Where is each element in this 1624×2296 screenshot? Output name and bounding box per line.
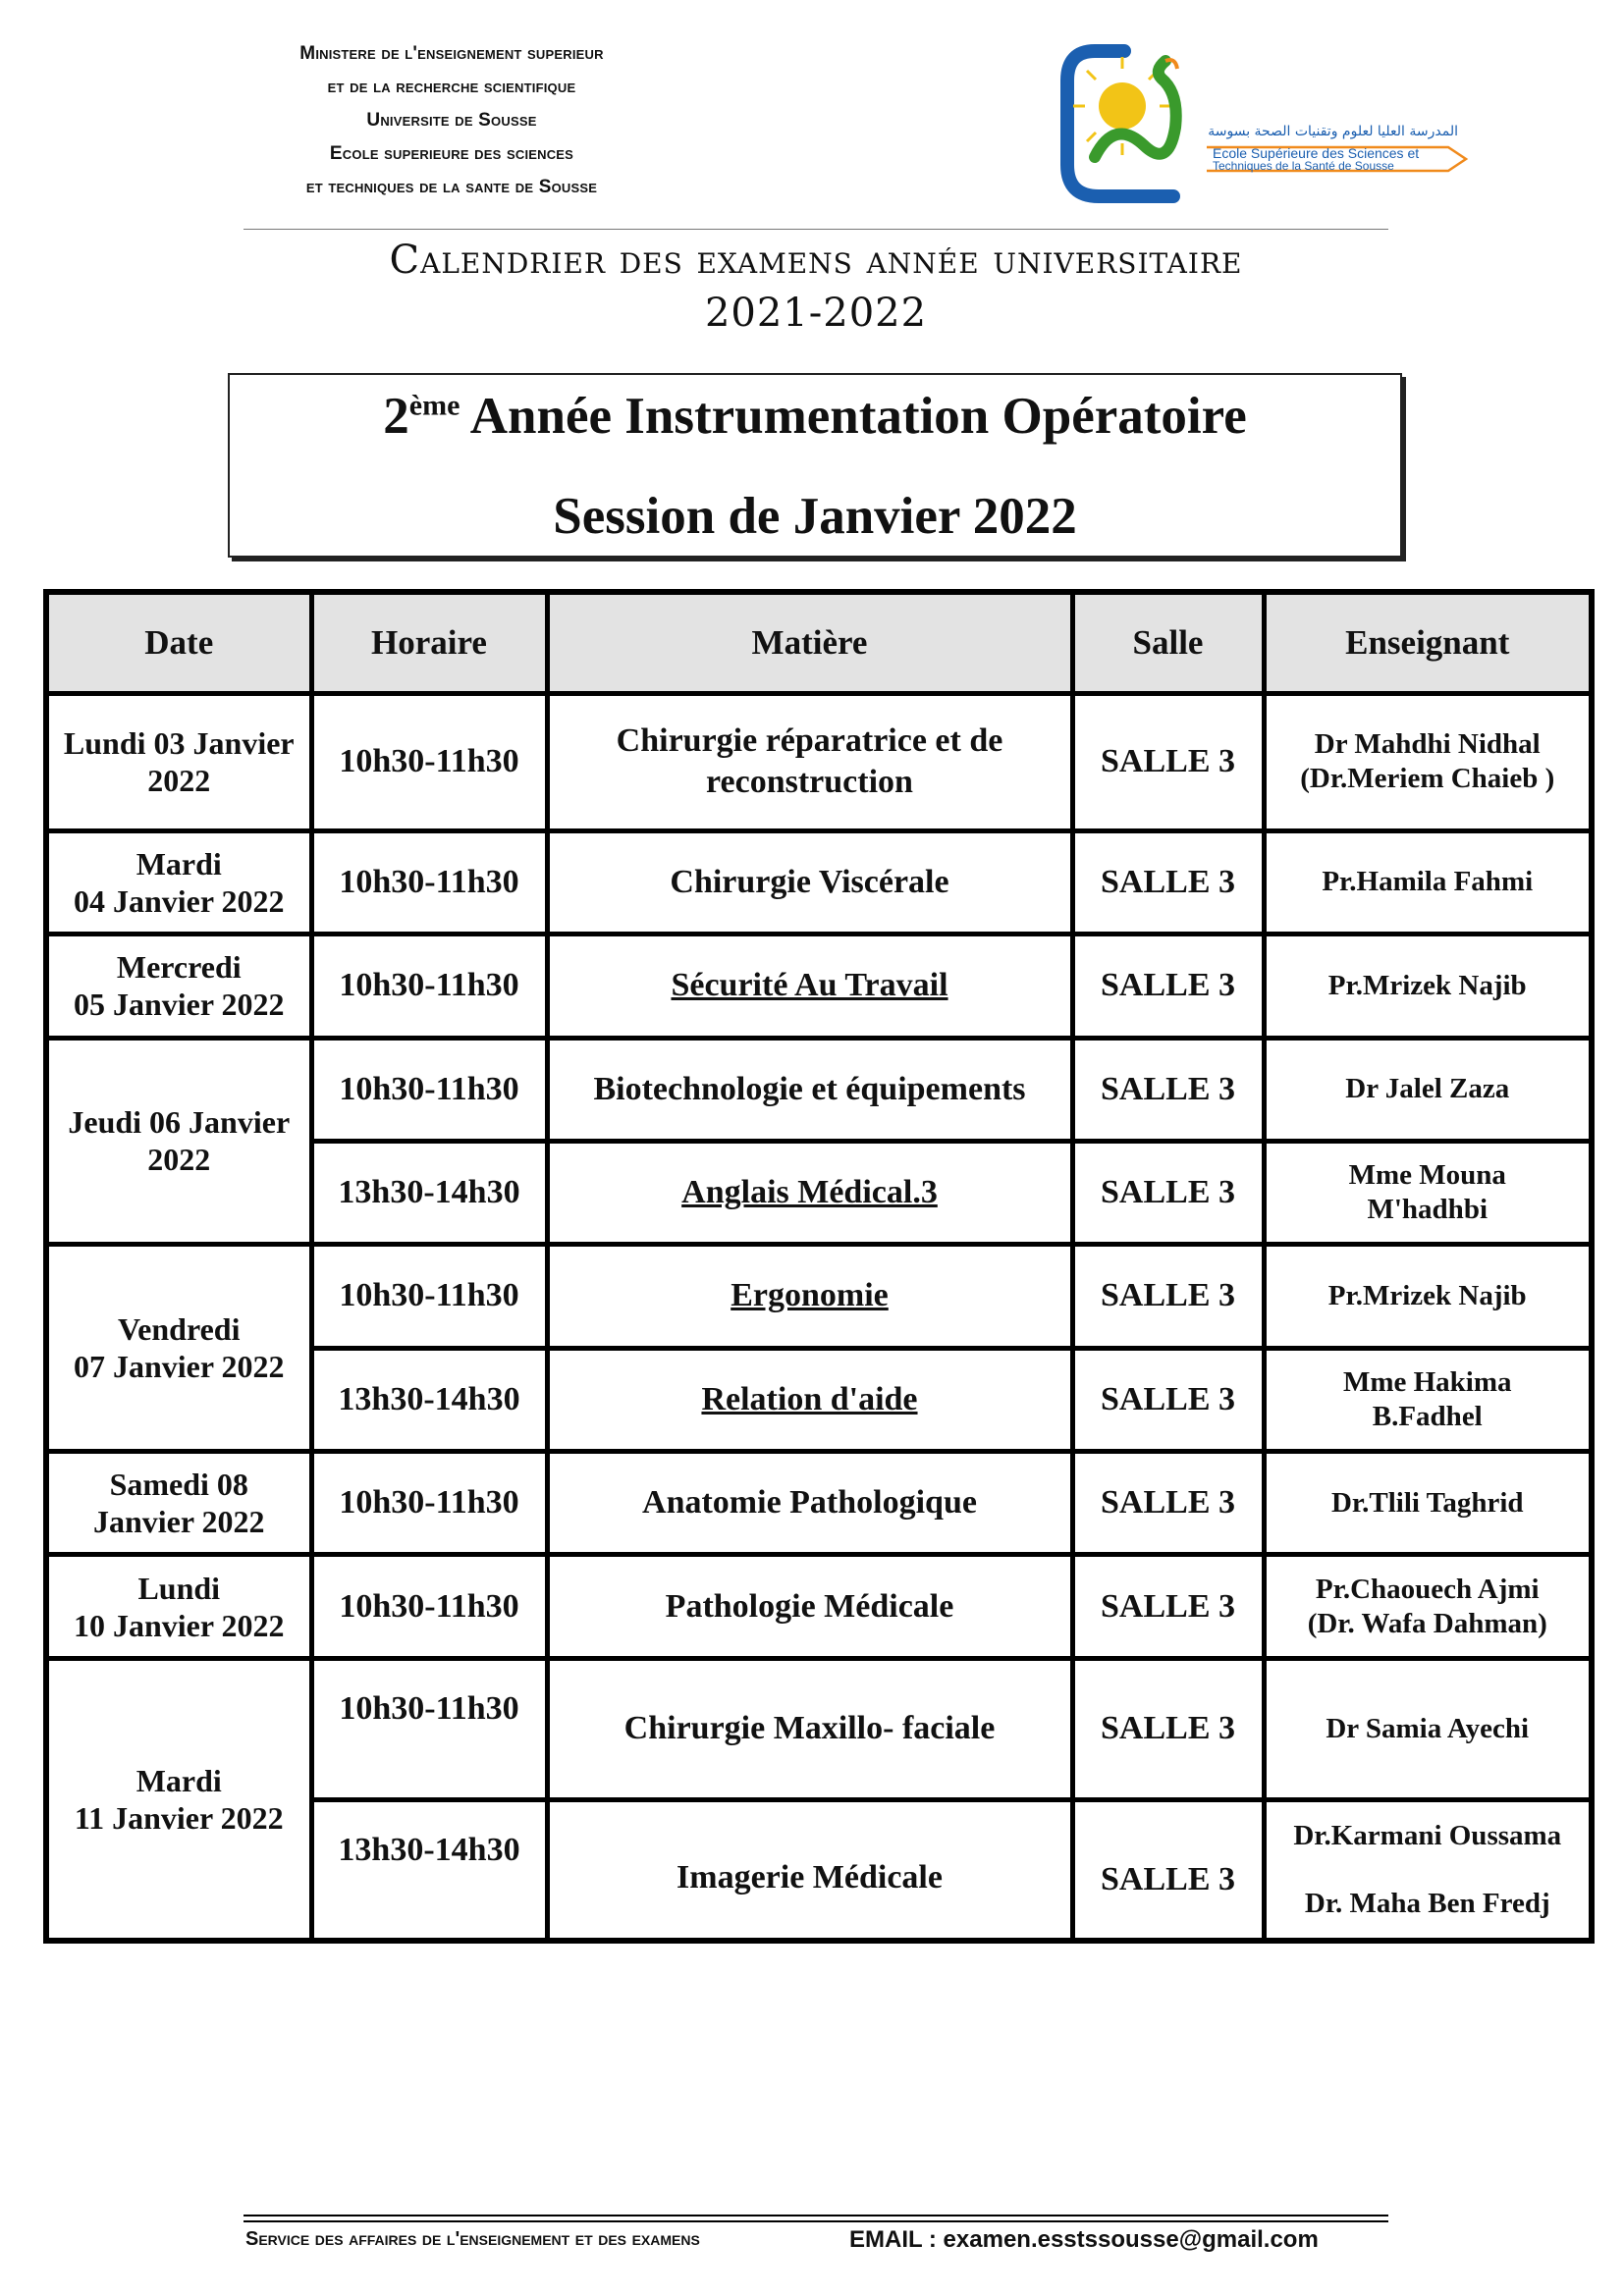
exam-time: 10h30-11h30 <box>311 694 547 831</box>
exam-time: 10h30-11h30 <box>311 1555 547 1658</box>
exam-day: 04 Janvier 2022 <box>73 882 285 919</box>
exam-room: SALLE 3 <box>1072 934 1264 1038</box>
footer-divider-second <box>244 2220 1388 2222</box>
level-suffix: ème <box>408 389 460 422</box>
exam-day: 07 Janvier 2022 <box>73 1349 285 1385</box>
exam-teacher <box>1264 694 1592 831</box>
exam-subject: Chirurgie Viscérale <box>547 830 1072 934</box>
ministry-line: et de la recherche scientifique <box>327 77 576 97</box>
teacher-name: Mme Mouna <box>1348 1159 1506 1192</box>
session-box <box>228 373 1402 558</box>
exam-teacher <box>1264 1555 1592 1658</box>
column-header-room: Salle <box>1072 592 1264 694</box>
teacher-name: (Dr. Wafa Dahman) <box>1307 1607 1547 1639</box>
exam-time: 10h30-11h30 <box>311 1038 547 1141</box>
column-header-time: Horaire <box>311 592 547 694</box>
exam-time: 10h30-11h30 <box>311 1658 547 1799</box>
exam-subject: Relation d'aide <box>547 1348 1072 1451</box>
table-row <box>46 1658 1592 1799</box>
exam-time: 13h30-14h30 <box>311 1141 547 1244</box>
program-name: Année Instrumentation Opératoire <box>460 388 1247 445</box>
footer-service: Service des affaires de l'enseignement et des examens <box>245 2228 700 2250</box>
ministry-line: Ecole superieure des sciences <box>329 143 574 164</box>
school-logo <box>1056 39 1478 211</box>
exam-subject: Imagerie Médicale <box>547 1799 1072 1941</box>
column-header-date: Date <box>46 592 311 694</box>
calendar-title-line1: Calendrier des examens année universitaire <box>389 238 1243 283</box>
teacher-spacer <box>1274 1853 1582 1887</box>
table-row <box>46 1451 1592 1554</box>
teacher-name: M'hadhbi <box>1367 1194 1488 1226</box>
exam-room: SALLE 3 <box>1072 830 1264 934</box>
logo-arabic-text: المدرسة العليا لعلوم وتقنيات الصحة بسوسة <box>1208 124 1458 139</box>
exam-room: SALLE 3 <box>1072 1141 1264 1244</box>
exam-teacher <box>1264 1141 1592 1244</box>
footer-divider <box>244 2215 1388 2216</box>
table-row <box>46 694 1592 831</box>
table-row <box>46 1555 1592 1658</box>
level-number: 2 <box>383 388 409 445</box>
exam-time: 13h30-14h30 <box>311 1348 547 1451</box>
exam-weekday: Mardi <box>135 845 222 881</box>
exam-teacher: Dr Samia Ayechi <box>1264 1658 1592 1799</box>
ministry-line: Universite de Sousse <box>366 110 537 131</box>
exam-room: SALLE 3 <box>1072 1038 1264 1141</box>
teacher-name: Pr.Chaouech Ajmi <box>1315 1573 1540 1605</box>
program-title <box>230 381 1400 452</box>
exam-date <box>46 934 311 1038</box>
exam-subject: Chirurgie Maxillo- faciale <box>547 1658 1072 1799</box>
exam-date <box>46 1245 311 1452</box>
exam-weekday: Mercredi <box>116 949 242 986</box>
exam-subject: Biotechnologie et équipements <box>547 1038 1072 1141</box>
exam-date: Jeudi 06 Janvier 2022 <box>46 1038 311 1245</box>
exam-teacher: Pr.Mrizek Najib <box>1264 1245 1592 1348</box>
column-header-subject: Matière <box>547 592 1072 694</box>
exam-subject: Chirurgie réparatrice et de reconstruction <box>547 694 1072 831</box>
logo-sun <box>1099 82 1146 130</box>
header-divider <box>244 229 1388 230</box>
ministry-header <box>236 37 668 204</box>
session-title: Session de Janvier 2022 <box>553 488 1077 545</box>
footer <box>245 2228 1424 2264</box>
exam-teacher: Pr.Mrizek Najib <box>1264 934 1592 1038</box>
footer-email[interactable]: EMAIL : examen.esstssousse@gmail.com <box>849 2226 1319 2253</box>
exam-room: SALLE 3 <box>1072 1348 1264 1451</box>
exam-teacher <box>1264 1799 1592 1941</box>
exam-teacher <box>1264 1348 1592 1451</box>
exam-teacher: Dr.Tlili Taghrid <box>1264 1451 1592 1554</box>
exam-teacher: Dr Jalel Zaza <box>1264 1038 1592 1141</box>
exam-subject: Sécurité Au Travail <box>547 934 1072 1038</box>
teacher-name: Mme Hakima <box>1342 1365 1512 1398</box>
table-row <box>46 1245 1592 1348</box>
teacher-name: Dr Mahdhi Nidhal <box>1314 728 1541 761</box>
exam-teacher: Pr.Hamila Fahmi <box>1264 830 1592 934</box>
exam-room: SALLE 3 <box>1072 1799 1264 1941</box>
exam-subject: Ergonomie <box>547 1245 1072 1348</box>
exam-room: SALLE 3 <box>1072 1555 1264 1658</box>
exam-room: SALLE 3 <box>1072 1658 1264 1799</box>
exam-date: Lundi 03 Janvier 2022 <box>46 694 311 831</box>
exam-day: 05 Janvier 2022 <box>73 987 285 1023</box>
exam-weekday: Mardi <box>135 1762 222 1798</box>
teacher-name: (Dr.Meriem Chaieb ) <box>1300 763 1555 795</box>
exam-room: SALLE 3 <box>1072 1451 1264 1554</box>
calendar-title <box>244 234 1388 340</box>
teacher-name: Dr. Maha Ben Fredj <box>1304 1887 1550 1919</box>
exam-subject: Anatomie Pathologique <box>547 1451 1072 1554</box>
exam-day: 11 Janvier 2022 <box>74 1799 284 1836</box>
exam-room: SALLE 3 <box>1072 1245 1264 1348</box>
exam-date: Samedi 08 Janvier 2022 <box>46 1451 311 1554</box>
exam-weekday: Vendredi <box>118 1311 241 1348</box>
teacher-name: Dr.Karmani Oussama <box>1293 1819 1562 1851</box>
exam-date <box>46 830 311 934</box>
calendar-title-year: 2021-2022 <box>704 291 928 336</box>
exam-time: 10h30-11h30 <box>311 934 547 1038</box>
ministry-line: Ministere de l'enseignement superieur <box>299 43 604 64</box>
ministry-line: et techniques de la sante de Sousse <box>305 177 598 197</box>
exam-weekday: Lundi <box>137 1570 221 1606</box>
logo-french-line2: Techniques de la Santé de Sousse <box>1213 159 1394 173</box>
exam-date <box>46 1658 311 1941</box>
exam-time: 10h30-11h30 <box>311 830 547 934</box>
exam-date <box>46 1555 311 1658</box>
exam-room: SALLE 3 <box>1072 694 1264 831</box>
exam-time: 13h30-14h30 <box>311 1799 547 1941</box>
exam-day: 10 Janvier 2022 <box>73 1607 285 1643</box>
teacher-name: B.Fadhel <box>1372 1400 1483 1432</box>
column-header-teacher: Enseignant <box>1264 592 1592 694</box>
exam-schedule-table <box>43 589 1595 1944</box>
table-header-row <box>46 592 1592 694</box>
exam-subject: Pathologie Médicale <box>547 1555 1072 1658</box>
exam-subject: Anglais Médical.3 <box>547 1141 1072 1244</box>
exam-time: 10h30-11h30 <box>311 1451 547 1554</box>
table-row <box>46 1038 1592 1141</box>
logo-french-line1: Ecole Supérieure des Sciences et <box>1213 145 1420 161</box>
table-row <box>46 934 1592 1038</box>
table-row <box>46 830 1592 934</box>
exam-time: 10h30-11h30 <box>311 1245 547 1348</box>
